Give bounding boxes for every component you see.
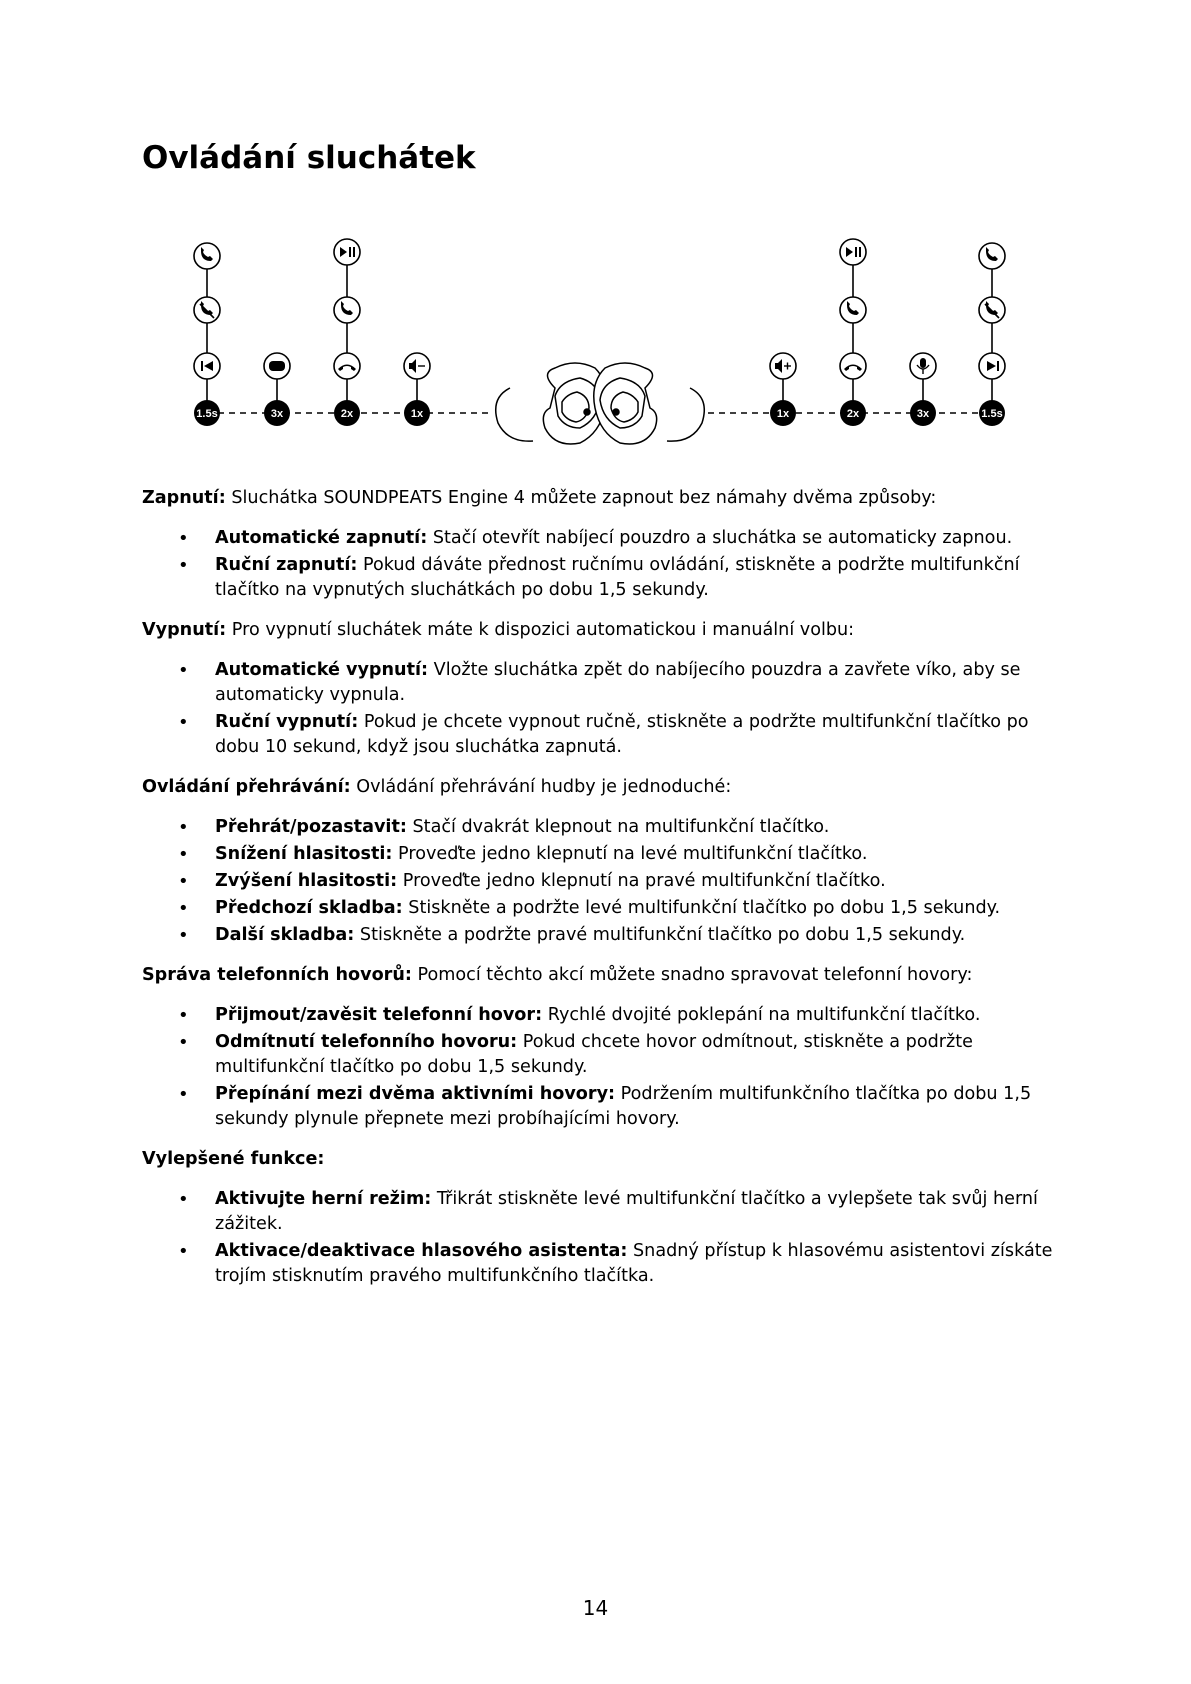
page-number: 14 bbox=[582, 1596, 609, 1620]
instructions-body bbox=[142, 486, 1062, 1304]
playback-list bbox=[142, 815, 1062, 948]
tap-label-left-4: 1x bbox=[410, 408, 424, 420]
list-item: • Předchozí skladba: Stiskněte a podržte levé multifunkční tlačítko po dobu 1,5 sekundy. bbox=[142, 896, 1062, 921]
list-item: • Snížení hlasitosti: Proveďte jedno klepnutí na levé multifunkční tlačítko. bbox=[142, 842, 1062, 867]
left-earbud bbox=[496, 363, 607, 444]
list-item: • Aktivujte herní režim: Třikrát stiskněte levé multifunkční tlačítko a vylepšete tak svůj herní zážitek. bbox=[142, 1187, 1062, 1237]
section-power-on: Zapnutí: Sluchátka SOUNDPEATS Engine 4 můžete zapnout bez námahy dvěma způsoby: bbox=[142, 488, 937, 508]
page-title: Ovládání sluchátek bbox=[142, 140, 476, 176]
right-earbud bbox=[594, 363, 705, 444]
power-off-list bbox=[142, 658, 1062, 760]
list-item: • Automatické vypnutí: Vložte sluchátka zpět do nabíjecího pouzdra a zavřete víko, aby se automaticky vypnula. bbox=[142, 658, 1062, 708]
list-item: • Odmítnutí telefonního hovoru: Pokud chcete hovor odmítnout, stiskněte a podržte multifunkční tlačítko po dobu 1,5 sekundy. bbox=[142, 1030, 1062, 1080]
list-item: • Ruční zapnutí: Pokud dáváte přednost ručnímu ovládání, stiskněte a podržte multifunkční tlačítko na vypnutých sluchátkách po dobu 1,5 sekundy. bbox=[142, 553, 1062, 603]
phone-answer-icon bbox=[840, 297, 866, 323]
enhanced-list bbox=[142, 1187, 1062, 1289]
tap-label-right-2: 2x bbox=[846, 408, 860, 420]
phone-answer-icon bbox=[334, 297, 360, 323]
tap-label-left-3: 2x bbox=[340, 408, 354, 420]
section-calls: Správa telefonních hovorů: Pomocí těchto akcí můžete snadno spravovat telefonní hovory: bbox=[142, 965, 973, 985]
list-item: • Ruční vypnutí: Pokud je chcete vypnout ručně, stiskněte a podržte multifunkční tlačítko po dobu 10 sekund, když jsou sluchátka zapnutá. bbox=[142, 710, 1062, 760]
phone-ring-icon bbox=[979, 243, 1005, 269]
tap-label-left-2: 3x bbox=[270, 408, 284, 420]
list-item: • Automatické zapnutí: Stačí otevřít nabíjecí pouzdro a sluchátka se automaticky zapnou. bbox=[142, 526, 1062, 551]
list-item: • Zvýšení hlasitosti: Proveďte jedno klepnutí na pravé multifunkční tlačítko. bbox=[142, 869, 1062, 894]
section-power-off: Vypnutí: Pro vypnutí sluchátek máte k dispozici automatickou i manuální volbu: bbox=[142, 620, 855, 640]
tap-label-right-4: 1.5s bbox=[981, 408, 1003, 420]
earbud-controls-diagram bbox=[180, 228, 1020, 468]
volume-up-icon bbox=[770, 353, 796, 379]
tap-label-right-3: 3x bbox=[916, 408, 930, 420]
calls-list bbox=[142, 1003, 1062, 1132]
power-on-list bbox=[142, 526, 1062, 603]
list-item: • Přehrát/pozastavit: Stačí dvakrát klepnout na multifunkční tlačítko. bbox=[142, 815, 1062, 840]
list-item: • Přepínání mezi dvěma aktivními hovory: Podržením multifunkčního tlačítka po dobu 1,5 sekundy plynule přepnete mezi probíhajícími hovory. bbox=[142, 1082, 1062, 1132]
tap-label-left-1: 1.5s bbox=[196, 408, 218, 420]
list-item: • Další skladba: Stiskněte a podržte pravé multifunkční tlačítko po dobu 1,5 sekundy. bbox=[142, 923, 1062, 948]
list-item: • Přijmout/zavěsit telefonní hovor: Rychlé dvojité poklepání na multifunkční tlačítko. bbox=[142, 1003, 1062, 1028]
section-enhanced: Vylepšené funkce: bbox=[142, 1149, 325, 1169]
phone-ring-icon bbox=[194, 243, 220, 269]
volume-down-icon bbox=[404, 353, 430, 379]
tap-label-right-1: 1x bbox=[776, 408, 790, 420]
list-item: • Aktivace/deaktivace hlasového asistenta: Snadný přístup k hlasovému asistentovi získáte trojím stisknutím pravého multifunkčního tlačítka. bbox=[142, 1239, 1062, 1289]
section-playback: Ovládání přehrávání: Ovládání přehrávání hudby je jednoduché: bbox=[142, 777, 732, 797]
